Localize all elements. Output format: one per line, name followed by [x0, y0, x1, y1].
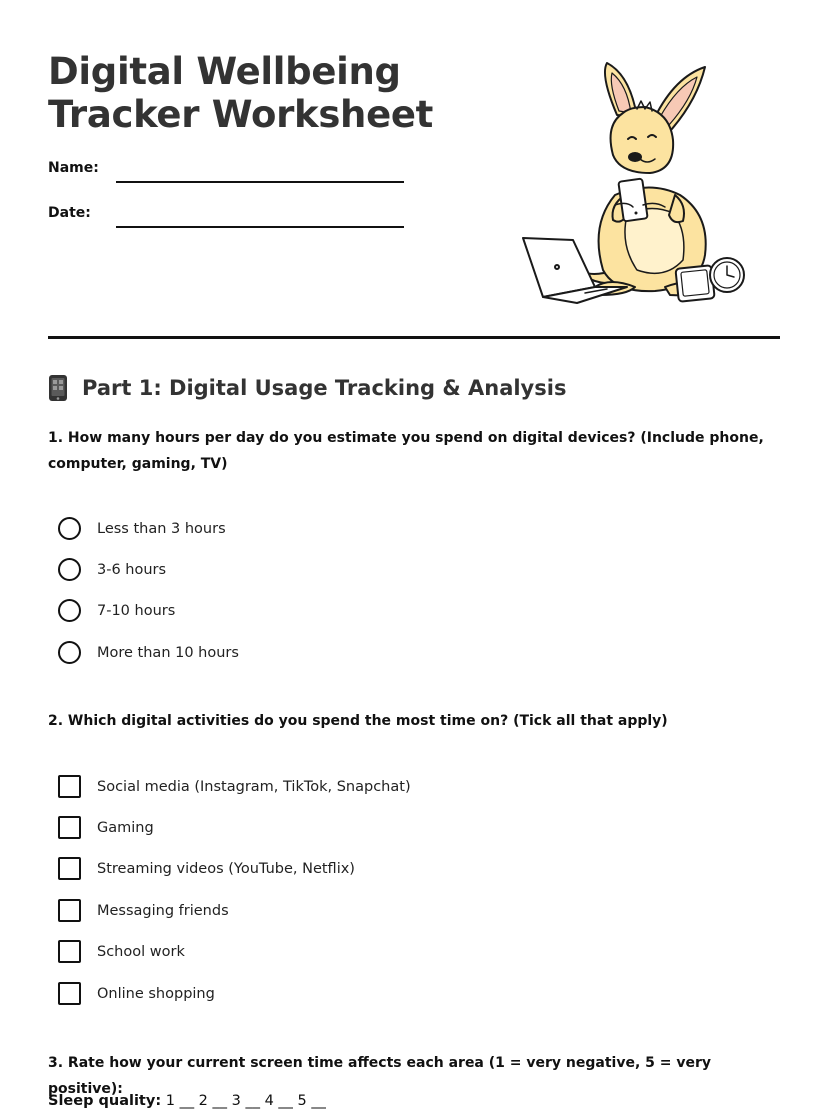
q1-option[interactable] — [58, 517, 226, 540]
radio-button[interactable] — [58, 641, 81, 664]
q1-option[interactable] — [58, 558, 166, 581]
q2-option[interactable] — [58, 816, 154, 839]
checkbox[interactable] — [58, 940, 81, 963]
q2-option[interactable] — [58, 940, 185, 963]
question-1: 1. How many hours per day do you estimate you spend on digital devices? (Include phone, computer, gaming, TV) — [48, 430, 764, 472]
mobile-phone-icon — [48, 374, 68, 402]
option-label: Online shopping — [97, 985, 215, 1002]
date-field[interactable] — [116, 226, 404, 228]
checkbox[interactable] — [58, 899, 81, 922]
q1-option[interactable] — [58, 599, 175, 622]
name-label: Name: — [48, 160, 99, 176]
checkbox[interactable] — [58, 857, 81, 880]
part1-heading-text: Part 1: Digital Usage Tracking & Analysis — [82, 376, 567, 400]
q2-option[interactable] — [58, 982, 215, 1005]
kangaroo-mascot-illustration — [515, 55, 755, 310]
option-label: 3-6 hours — [97, 561, 167, 578]
title-line-2: Tracker Worksheet — [48, 93, 434, 136]
date-label: Date: — [48, 205, 91, 221]
name-field[interactable] — [116, 181, 404, 183]
radio-button[interactable] — [58, 517, 81, 540]
option-label: More than 10 hours — [97, 644, 239, 661]
title-line-1: Digital Wellbeing — [48, 50, 401, 93]
option-label: Streaming videos (YouTube, Netflix) — [97, 860, 355, 877]
option-label: Social media (Instagram, TikTok, Snapchat) — [97, 778, 411, 795]
option-label: Gaming — [97, 819, 154, 836]
checkbox[interactable] — [58, 816, 81, 839]
q2-option[interactable] — [58, 899, 229, 922]
checkbox[interactable] — [58, 775, 81, 798]
option-label: Messaging friends — [97, 902, 229, 919]
section-divider — [48, 336, 780, 339]
rating-scale[interactable]: 1 __ 2 __ 3 __ 4 __ 5 __ — [165, 1093, 326, 1109]
option-label: 7-10 hours — [97, 602, 176, 619]
worksheet-title — [48, 50, 433, 136]
q2-option[interactable] — [58, 775, 411, 798]
checkbox[interactable] — [58, 982, 81, 1005]
question-3: 3. Rate how your current screen time affects each area (1 = very negative, 5 = very positive): — [48, 1055, 712, 1097]
sleep-quality-rating[interactable] — [48, 1093, 326, 1109]
q1-option[interactable] — [58, 641, 239, 664]
q2-option[interactable] — [58, 857, 355, 880]
rating-label: Sleep quality: — [48, 1093, 162, 1109]
option-label: School work — [97, 943, 185, 960]
option-label: Less than 3 hours — [97, 520, 226, 537]
radio-button[interactable] — [58, 558, 81, 581]
question-2: 2. Which digital activities do you spend the most time on? (Tick all that apply) — [48, 713, 668, 729]
radio-button[interactable] — [58, 599, 81, 622]
part1-heading — [48, 374, 566, 402]
